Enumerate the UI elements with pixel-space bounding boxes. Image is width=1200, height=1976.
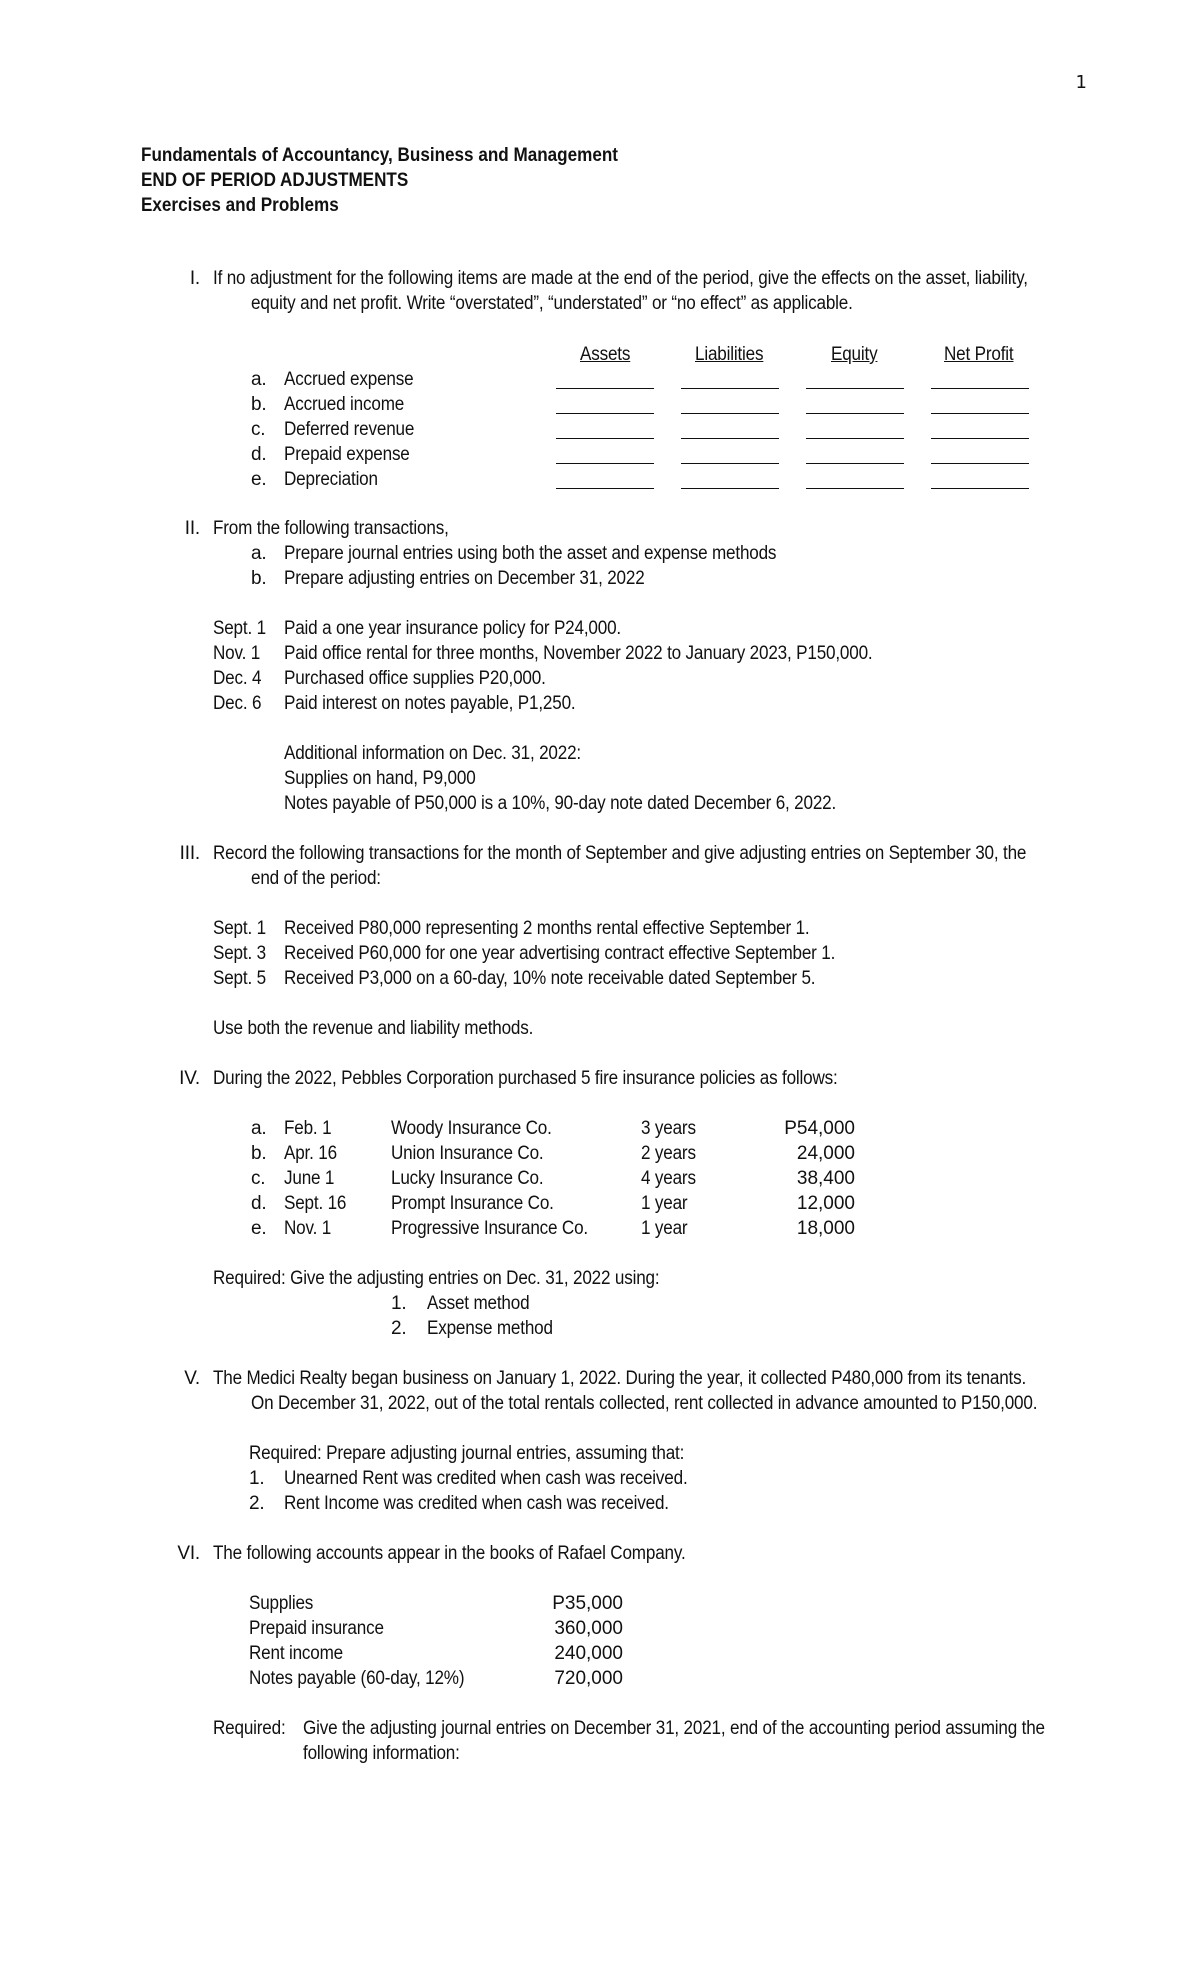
transaction-text: Received P3,000 on a 60-day, 10% note receivable dated September 5. — [284, 968, 816, 989]
section-number: IV. — [179, 1068, 200, 1089]
policy-term: 2 years — [641, 1143, 696, 1164]
item-label: Accrued income — [284, 394, 405, 415]
page-number: 1 — [1075, 72, 1087, 93]
policy-company: Woody Insurance Co. — [391, 1118, 552, 1139]
transaction-date: Sept. 5 — [213, 968, 266, 989]
answer-blank[interactable] — [681, 488, 779, 489]
policy-company: Union Insurance Co. — [391, 1143, 544, 1164]
course-title: Fundamentals of Accountancy, Business and Management — [141, 145, 618, 166]
transaction-date: Sept. 1 — [213, 918, 266, 939]
answer-blank[interactable] — [931, 438, 1029, 439]
task-text: Prepare journal entries using both the asset and expense methods — [284, 543, 777, 564]
instruction-line: If no adjustment for the following items are made at the end of the period, give the effects on the asset, liability, — [213, 268, 1028, 289]
column-header-liabilities: Liabilities — [695, 344, 764, 365]
transaction-date: Sept. 3 — [213, 943, 266, 964]
policy-letter: b. — [251, 1143, 267, 1164]
method-note: Use both the revenue and liability methods. — [213, 1018, 534, 1039]
additional-info-heading: Additional information on Dec. 31, 2022: — [284, 743, 581, 764]
account-name: Prepaid insurance — [249, 1618, 384, 1639]
method-text: Asset method — [427, 1293, 530, 1314]
policy-letter: a. — [251, 1118, 267, 1139]
answer-blank[interactable] — [556, 388, 654, 389]
instruction-line: On December 31, 2022, out of the total rentals collected, rent collected in advance amounted to P150,000. — [251, 1393, 1038, 1414]
instruction-line: During the 2022, Pebbles Corporation purchased 5 fire insurance policies as follows: — [213, 1068, 838, 1089]
policy-term: 1 year — [641, 1218, 688, 1239]
required-text: Give the adjusting journal entries on December 31, 2021, end of the accounting period assuming the — [303, 1718, 1045, 1739]
account-amount: 720,000 — [554, 1668, 623, 1689]
item-number: 1. — [249, 1468, 265, 1489]
policy-date: Apr. 16 — [284, 1143, 337, 1164]
transaction-text: Received P60,000 for one year advertising contract effective September 1. — [284, 943, 836, 964]
answer-blank[interactable] — [931, 413, 1029, 414]
account-name: Supplies — [249, 1593, 314, 1614]
item-number: 2. — [249, 1493, 265, 1514]
policy-amount: 18,000 — [796, 1218, 855, 1239]
policy-date: Feb. 1 — [284, 1118, 332, 1139]
instruction-line: From the following transactions, — [213, 518, 449, 539]
answer-blank[interactable] — [556, 413, 654, 414]
answer-blank[interactable] — [806, 413, 904, 414]
section-number: I. — [189, 268, 200, 289]
answer-blank[interactable] — [806, 388, 904, 389]
required-text: following information: — [303, 1743, 460, 1764]
column-header-equity: Equity — [831, 344, 878, 365]
transaction-text: Paid interest on notes payable, P1,250. — [284, 693, 576, 714]
policy-amount: 12,000 — [796, 1193, 855, 1214]
transaction-date: Sept. 1 — [213, 618, 266, 639]
transaction-text: Received P80,000 representing 2 months rental effective September 1. — [284, 918, 810, 939]
policy-letter: c. — [251, 1168, 266, 1189]
answer-blank[interactable] — [931, 388, 1029, 389]
column-header-net-profit: Net Profit — [944, 344, 1014, 365]
policy-company: Lucky Insurance Co. — [391, 1168, 544, 1189]
task-text: Prepare adjusting entries on December 31, 2022 — [284, 568, 645, 589]
item-text: Unearned Rent was credited when cash was received. — [284, 1468, 688, 1489]
account-name: Notes payable (60-day, 12%) — [249, 1668, 465, 1689]
answer-blank[interactable] — [556, 488, 654, 489]
answer-blank[interactable] — [681, 388, 779, 389]
section-number: III. — [179, 843, 200, 864]
policy-date: Nov. 1 — [284, 1218, 332, 1239]
answer-blank[interactable] — [681, 463, 779, 464]
policy-amount: P54,000 — [784, 1118, 855, 1139]
answer-blank[interactable] — [556, 463, 654, 464]
account-name: Rent income — [249, 1643, 344, 1664]
method-number: 2. — [391, 1318, 407, 1339]
instruction-line: Record the following transactions for the month of September and give adjusting entries on September 30, the — [213, 843, 1027, 864]
required-line: Required: Give the adjusting entries on Dec. 31, 2022 using: — [213, 1268, 660, 1289]
item-label: Deferred revenue — [284, 419, 415, 440]
column-header-assets: Assets — [580, 344, 631, 365]
subtitle: Exercises and Problems — [141, 195, 339, 216]
required-label: Required: — [213, 1718, 286, 1739]
method-number: 1. — [391, 1293, 407, 1314]
answer-blank[interactable] — [681, 438, 779, 439]
instruction-line: end of the period: — [251, 868, 381, 889]
answer-blank[interactable] — [806, 463, 904, 464]
answer-blank[interactable] — [681, 413, 779, 414]
item-letter: e. — [251, 469, 267, 490]
policy-amount: 38,400 — [796, 1168, 855, 1189]
transaction-date: Dec. 6 — [213, 693, 262, 714]
additional-info-line: Notes payable of P50,000 is a 10%, 90-day note dated December 6, 2022. — [284, 793, 837, 814]
answer-blank[interactable] — [806, 438, 904, 439]
policy-letter: e. — [251, 1218, 267, 1239]
policy-term: 1 year — [641, 1193, 688, 1214]
policy-term: 3 years — [641, 1118, 696, 1139]
answer-blank[interactable] — [806, 488, 904, 489]
task-letter: b. — [251, 568, 267, 589]
policy-company: Progressive Insurance Co. — [391, 1218, 589, 1239]
policy-letter: d. — [251, 1193, 267, 1214]
item-letter: a. — [251, 369, 267, 390]
document-header — [141, 143, 618, 218]
transaction-date: Dec. 4 — [213, 668, 262, 689]
policy-company: Prompt Insurance Co. — [391, 1193, 554, 1214]
required-line: Required: Prepare adjusting journal entries, assuming that: — [249, 1443, 685, 1464]
instruction-line: The following accounts appear in the books of Rafael Company. — [213, 1543, 686, 1564]
answer-blank[interactable] — [556, 438, 654, 439]
answer-blank[interactable] — [931, 463, 1029, 464]
task-letter: a. — [251, 543, 267, 564]
instruction-line: The Medici Realty began business on January 1, 2022. During the year, it collected P480,000 from its tenants. — [213, 1368, 1027, 1389]
transaction-text: Paid office rental for three months, November 2022 to January 2023, P150,000. — [284, 643, 873, 664]
item-text: Rent Income was credited when cash was received. — [284, 1493, 669, 1514]
transaction-text: Purchased office supplies P20,000. — [284, 668, 546, 689]
section-number: VI. — [177, 1543, 200, 1564]
account-amount: 360,000 — [554, 1618, 623, 1639]
transaction-date: Nov. 1 — [213, 643, 261, 664]
item-letter: b. — [251, 394, 267, 415]
item-letter: c. — [251, 419, 266, 440]
section-number: II. — [184, 518, 200, 539]
section-number: V. — [184, 1368, 200, 1389]
item-letter: d. — [251, 444, 267, 465]
additional-info-line: Supplies on hand, P9,000 — [284, 768, 476, 789]
method-text: Expense method — [427, 1318, 553, 1339]
policy-date: Sept. 16 — [284, 1193, 347, 1214]
instruction-line: equity and net profit. Write “overstated”, “understated” or “no effect” as applicable. — [251, 293, 853, 314]
item-label: Accrued expense — [284, 369, 414, 390]
answer-blank[interactable] — [931, 488, 1029, 489]
item-label: Prepaid expense — [284, 444, 410, 465]
item-label: Depreciation — [284, 469, 378, 490]
topic-title: END OF PERIOD ADJUSTMENTS — [141, 170, 409, 191]
transaction-text: Paid a one year insurance policy for P24,000. — [284, 618, 621, 639]
policy-date: June 1 — [284, 1168, 335, 1189]
policy-term: 4 years — [641, 1168, 696, 1189]
policy-amount: 24,000 — [796, 1143, 855, 1164]
account-amount: 240,000 — [554, 1643, 623, 1664]
account-amount: P35,000 — [552, 1593, 623, 1614]
